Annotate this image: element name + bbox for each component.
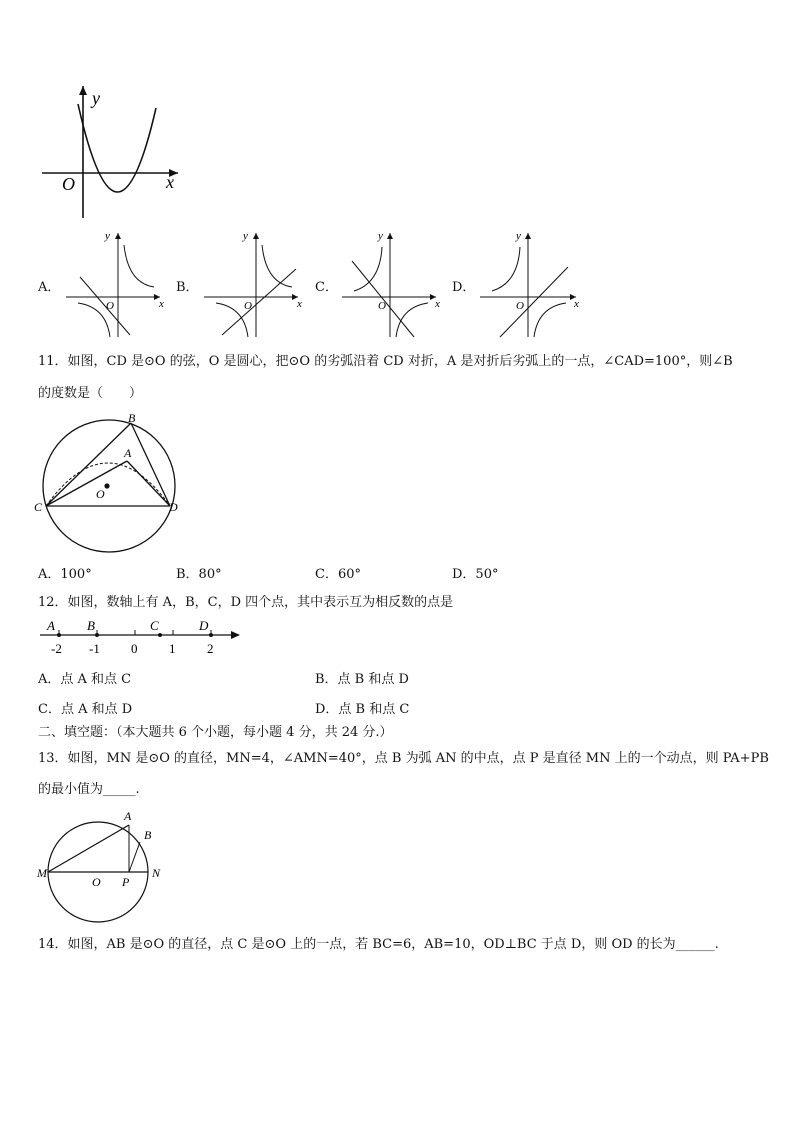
svg-text:O: O: [378, 300, 386, 312]
q10-option-c-graph[interactable]: [338, 225, 448, 340]
svg-text:y: y: [105, 230, 110, 242]
q14-stem: 14．如图，AB 是⊙O 的直径，点 C 是⊙O 上的一点，若 BC=6，AB=10，OD⊥BC 于点 D，则 OD 的长为______.: [38, 937, 719, 952]
q11-option-a[interactable]: A．100°: [38, 567, 92, 582]
q13-label-n: N: [152, 866, 161, 880]
q12-option-a[interactable]: A．点 A 和点 C: [38, 672, 132, 687]
q13-stem-line2: 的最小值为_____.: [38, 782, 140, 797]
q10-option-a-letter[interactable]: A．: [38, 280, 61, 295]
q12-tick-label: 2: [207, 641, 214, 656]
q10-option-b-graph[interactable]: [200, 225, 310, 340]
q13-label-b: B: [144, 828, 152, 842]
q11-option-d[interactable]: D．50°: [452, 567, 499, 582]
q12-point-d: D: [199, 618, 209, 633]
q12-point-a: A: [47, 618, 55, 633]
q11-label-b: B: [128, 411, 136, 425]
parabola-origin-label: O: [62, 174, 75, 194]
q12-tick-label: 1: [169, 641, 176, 656]
q12-point-b: B: [87, 618, 95, 633]
parabola-x-label: x: [166, 172, 174, 192]
svg-text:x: x: [159, 298, 164, 310]
q12-tick-label: 0: [131, 641, 138, 656]
svg-text:y: y: [378, 230, 383, 242]
q12-tick-label: -1: [89, 641, 100, 656]
q12-option-c[interactable]: C．点 A 和点 D: [38, 702, 133, 717]
q12-stem: 12．如图，数轴上有 A，B，C，D 四个点，其中表示互为相反数的点是: [38, 595, 454, 610]
q10-option-a-graph[interactable]: [62, 225, 172, 340]
svg-text:x: x: [297, 298, 302, 310]
q11-option-c[interactable]: C．60°: [315, 567, 361, 582]
svg-text:O: O: [516, 300, 524, 312]
q13-stem-line1: 13．如图，MN 是⊙O 的直径，MN=4，∠AMN=40°，点 B 为弧 AN 的中点，点 P 是直径 MN 上的一个动点，则 PA+PB: [38, 751, 769, 766]
q11-label-c: C: [34, 500, 43, 514]
q11-circle-figure: [32, 410, 182, 555]
svg-text:x: x: [574, 298, 579, 310]
q13-circle-figure: [34, 808, 174, 923]
q10-option-c-letter[interactable]: C．: [315, 280, 338, 295]
svg-text:O: O: [106, 300, 114, 312]
q12-tick-label: -2: [51, 641, 62, 656]
svg-text:y: y: [516, 230, 521, 242]
q11-label-a: A: [124, 446, 132, 460]
q10-option-d-graph[interactable]: [476, 225, 586, 340]
q11-option-b[interactable]: B．80°: [176, 567, 222, 582]
svg-text:O: O: [244, 300, 252, 312]
parabola-y-label: y: [92, 88, 100, 108]
q11-label-o: O: [96, 487, 105, 501]
svg-text:y: y: [243, 230, 248, 242]
q12-number-line: [36, 615, 246, 660]
q12-option-b[interactable]: B．点 B 和点 D: [315, 672, 409, 687]
q10-option-d-letter[interactable]: D．: [452, 280, 476, 295]
svg-text:x: x: [435, 298, 440, 310]
q13-label-m: M: [37, 866, 47, 880]
q11-stem-line1: 11．如图，CD 是⊙O 的弦，O 是圆心，把⊙O 的劣弧沿着 CD 对折，A 是对折后劣弧上的一点，∠CAD=100°，则∠B: [38, 354, 733, 369]
q12-point-c: C: [150, 618, 159, 633]
q11-label-d: D: [169, 500, 178, 514]
q12-option-d[interactable]: D．点 B 和点 C: [315, 702, 410, 717]
q13-label-o: O: [92, 875, 101, 889]
parabola-figure: [30, 78, 190, 223]
q10-option-b-letter[interactable]: B．: [176, 280, 199, 295]
q11-stem-line2: 的度数是（ ）: [38, 386, 143, 401]
q13-label-a: A: [124, 809, 132, 823]
q13-label-p: P: [122, 875, 130, 889]
section-2-heading: 二、填空题：（本大题共 6 个小题，每小题 4 分，共 24 分.）: [38, 725, 393, 740]
